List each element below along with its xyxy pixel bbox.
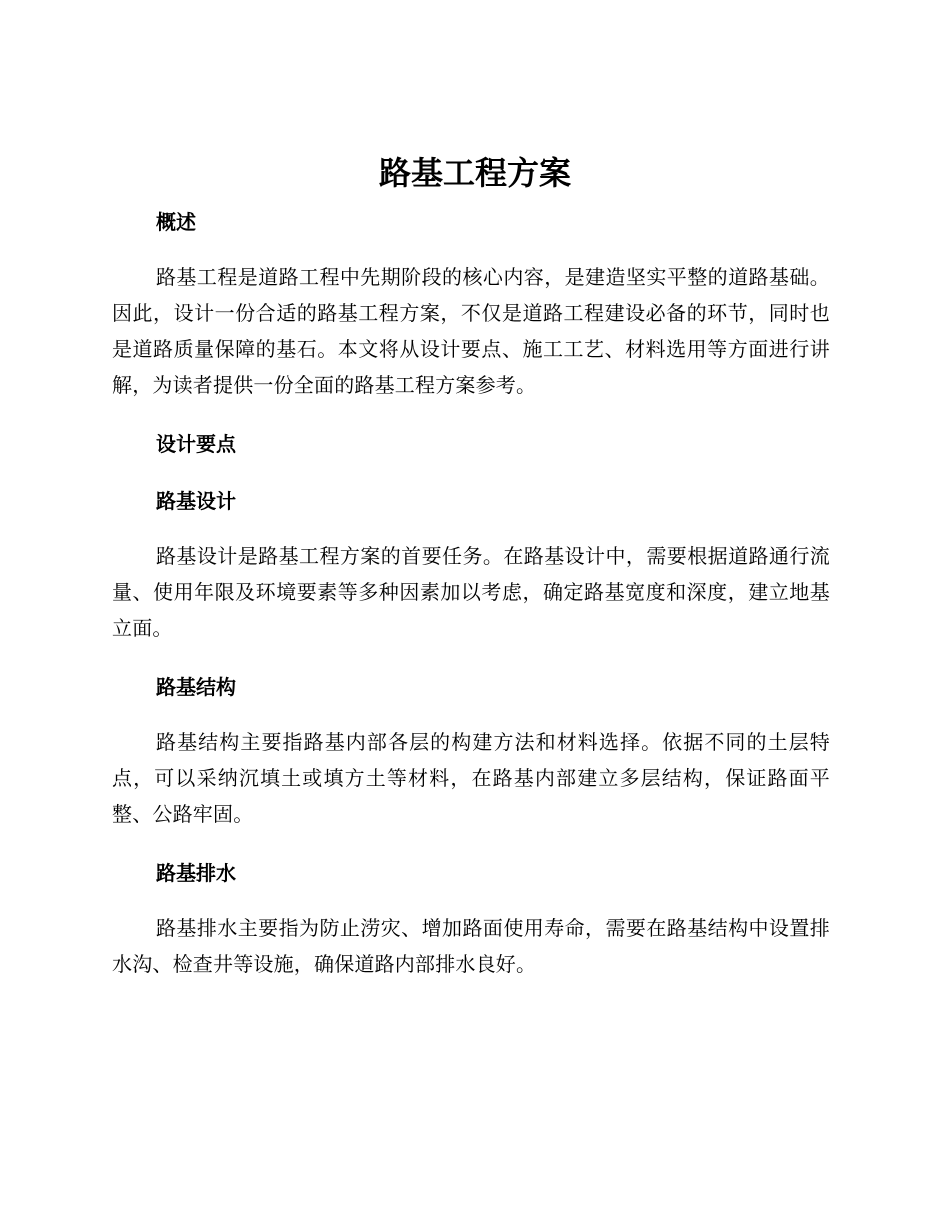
section-heading-subgrade-drainage: 路基排水 — [156, 861, 236, 885]
document-body — [112, 202, 830, 1003]
document-title: 路基工程方案 — [378, 154, 571, 192]
paragraph-subgrade-design: 路基设计是路基工程方案的首要任务。在路基设计中，需要根据道路通行流量、使用年限及环境要素等多种因素加以考虑，确定路基宽度和深度，建立地基立面。 — [112, 544, 830, 640]
paragraph-subgrade-drainage: 路基排水主要指为防止涝灾、增加路面使用寿命，需要在路基结构中设置排水沟、检查井等设施，确保道路内部排水良好。 — [112, 916, 830, 976]
paragraph-subgrade-structure: 路基结构主要指路基内部各层的构建方法和材料选择。依据不同的土层特点，可以采纳沉填土或填方土等材料，在路基内部建立多层结构，保证路面平整、公路牢固。 — [112, 730, 830, 826]
section-heading-subgrade-design: 路基设计 — [156, 489, 236, 513]
section-heading-subgrade-structure: 路基结构 — [156, 675, 236, 699]
paragraph-overview: 路基工程是道路工程中先期阶段的核心内容，是建造坚实平整的道路基础。因此，设计一份合适的路基工程方案，不仅是道路工程建设必备的环节，同时也是道路质量保障的基石。本文将从设计要点、施工工艺、材料选用等方面进行讲解，为读者提供一份全面的路基工程方案参考。 — [112, 265, 830, 397]
section-heading-overview: 概述 — [156, 210, 196, 234]
section-heading-design-points: 设计要点 — [156, 432, 236, 456]
